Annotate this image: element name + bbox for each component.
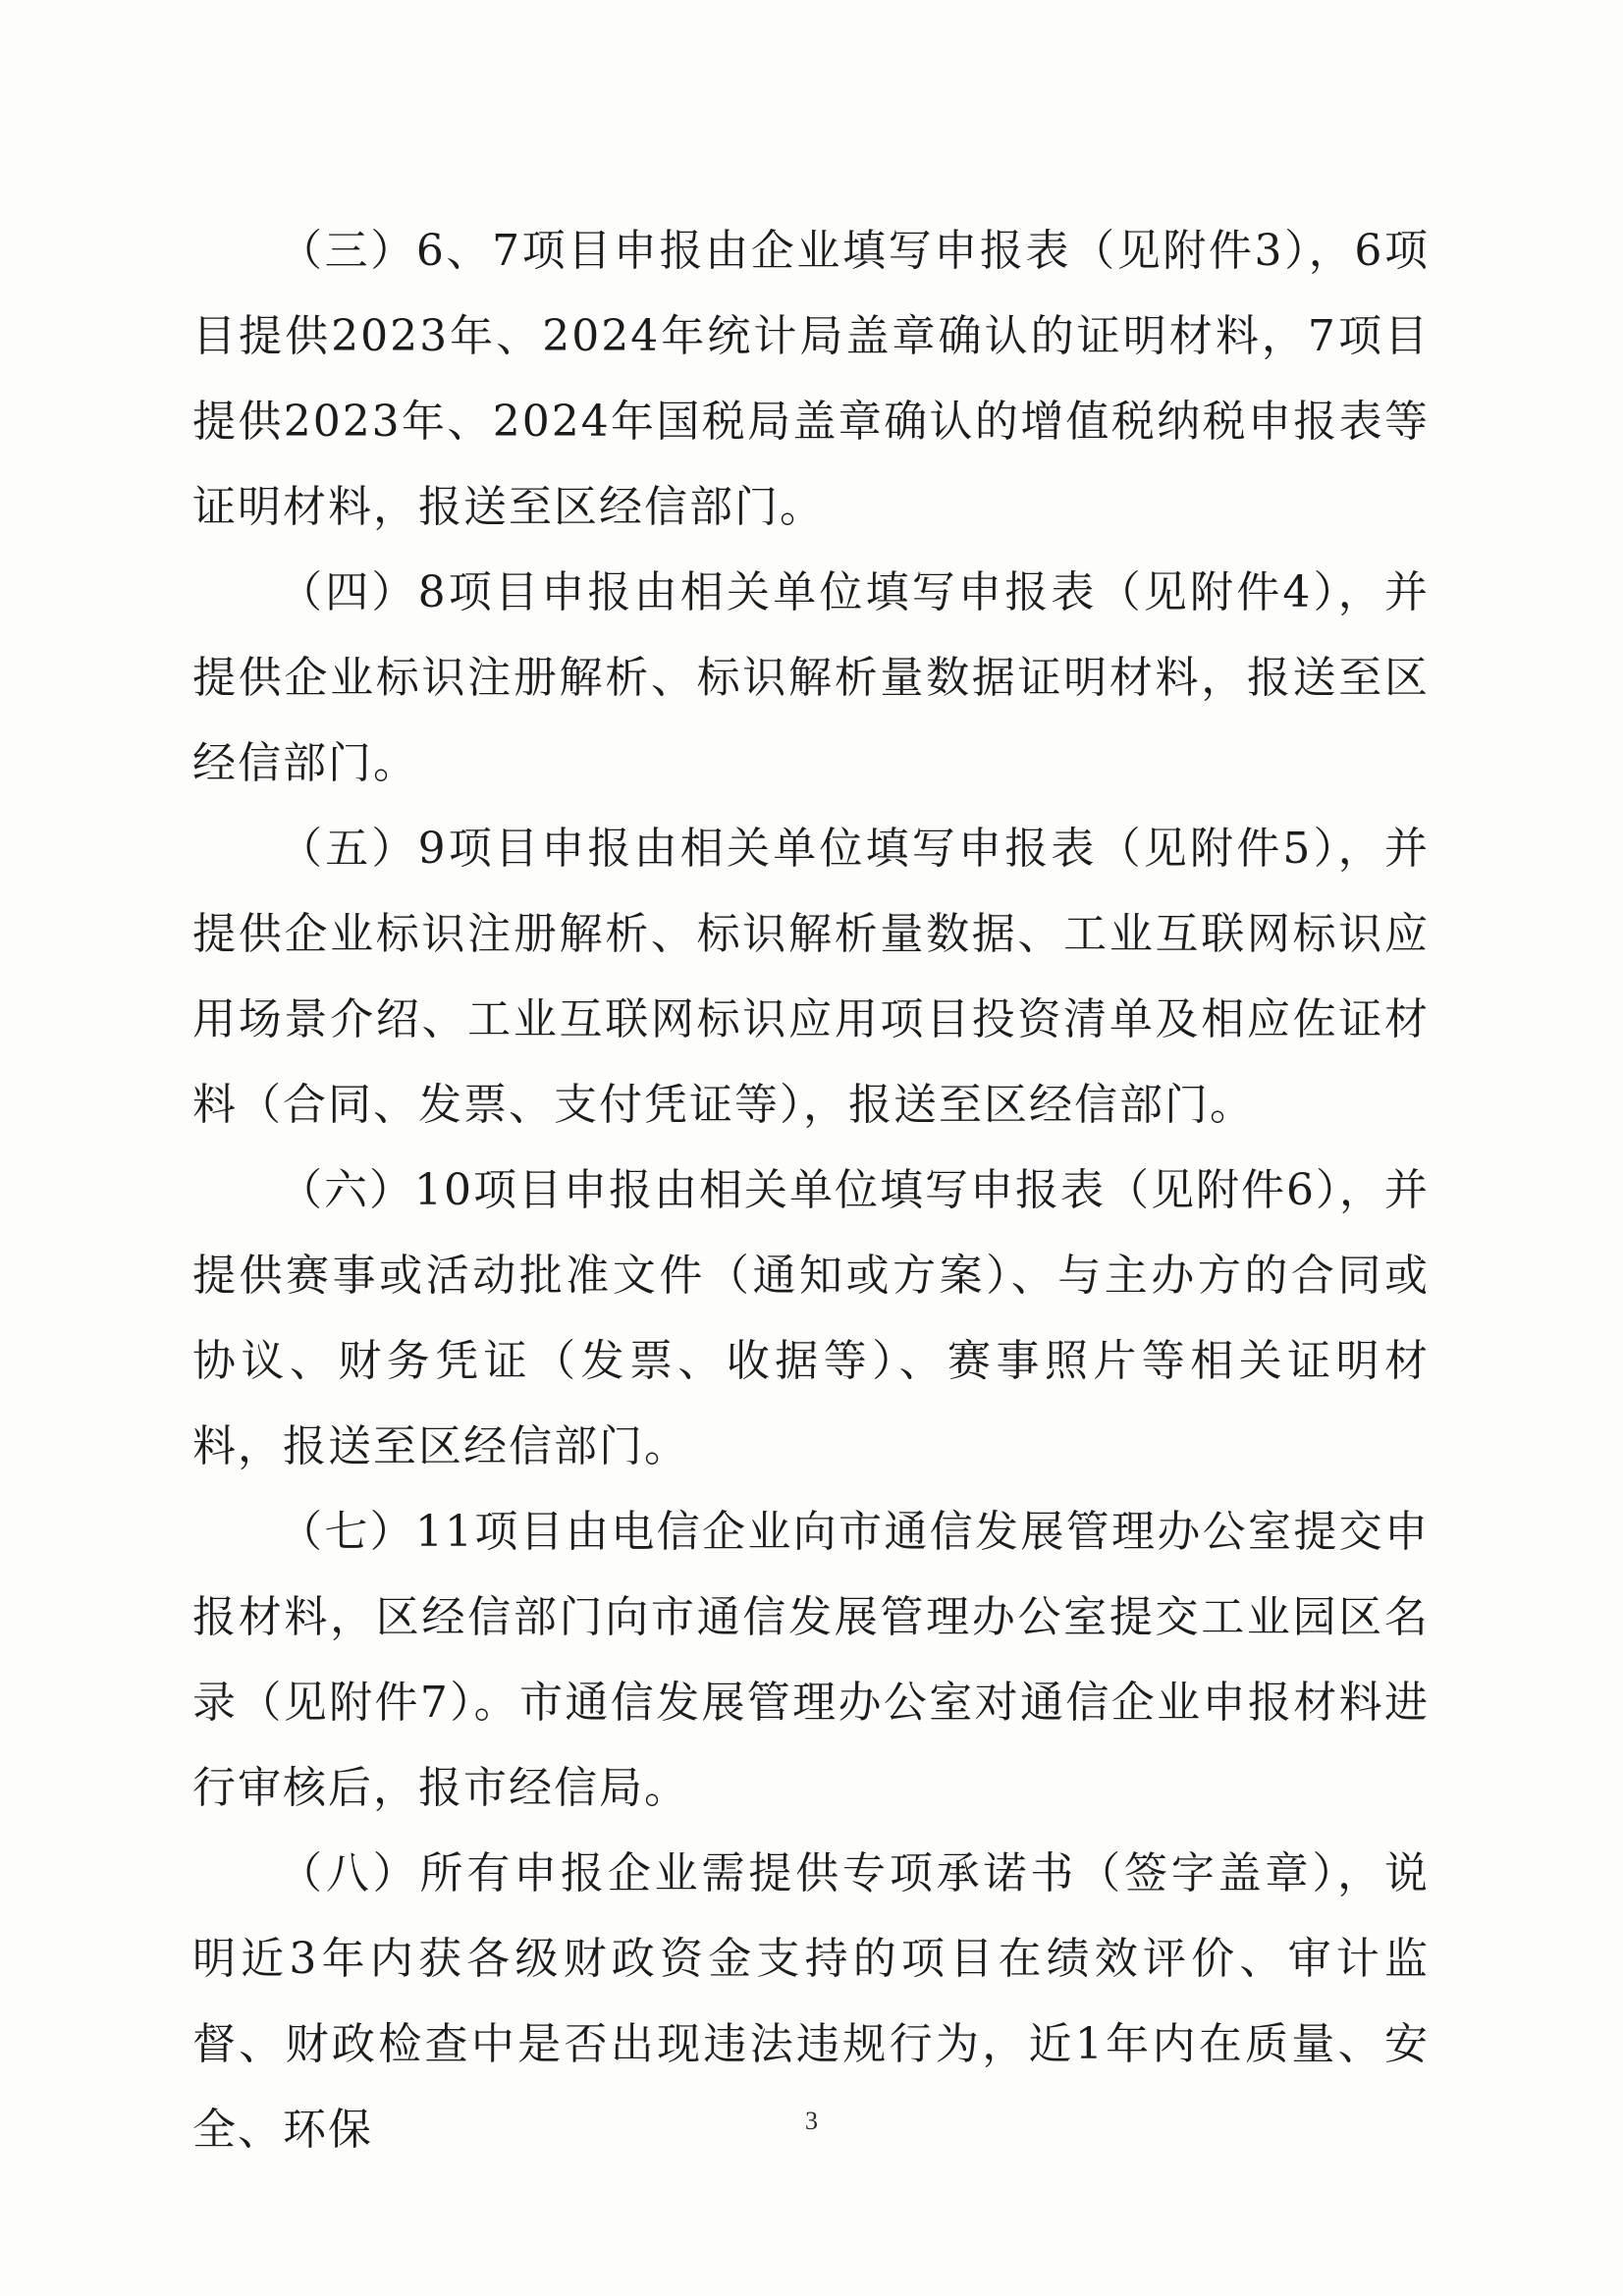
paragraph-4: （四）8项目申报由相关单位填写申报表（见附件4），并提供企业标识注册解析、标识解析量数据证明材料，报送至区经信部门。 xyxy=(192,567,1430,788)
body-text xyxy=(192,208,1430,2172)
paragraph-6: （六）10项目申报由相关单位填写申报表（见附件6），并提供赛事或活动批准文件（通知或方案）、与主办方的合同或协议、财务凭证（发票、收据等）、赛事照片等相关证明材料，报送至区经信部门。 xyxy=(192,1165,1430,1471)
page-number: 3 xyxy=(805,2107,818,2135)
paragraph-3: （三）6、7项目申报由企业填写申报表（见附件3），6项目提供2023年、2024年统计局盖章确认的证明材料，7项目提供2023年、2024年国税局盖章确认的增值税纳税申报表等证明材料，报送至区经信部门。 xyxy=(192,226,1430,532)
paragraph-8: （八）所有申报企业需提供专项承诺书（签字盖章），说明近3年内获各级财政资金支持的项目在绩效评价、审计监督、财政检查中是否出现违法违规行为，近1年内在质量、安全、环保 xyxy=(192,1848,1430,2155)
paragraph-7: （七）11项目由电信企业向市通信发展管理办公室提交申报材料，区经信部门向市通信发展管理办公室提交工业园区名录（见附件7）。市通信发展管理办公室对通信企业申报材料进行审核后，报市经信局。 xyxy=(192,1507,1430,1813)
paragraph-5: （五）9项目申报由相关单位填写申报表（见附件5），并提供企业标识注册解析、标识解析量数据、工业互联网标识应用场景介绍、工业互联网标识应用项目投资清单及相应佐证材料（合同、发票、支付凭证等），报送至区经信部门。 xyxy=(192,824,1430,1130)
